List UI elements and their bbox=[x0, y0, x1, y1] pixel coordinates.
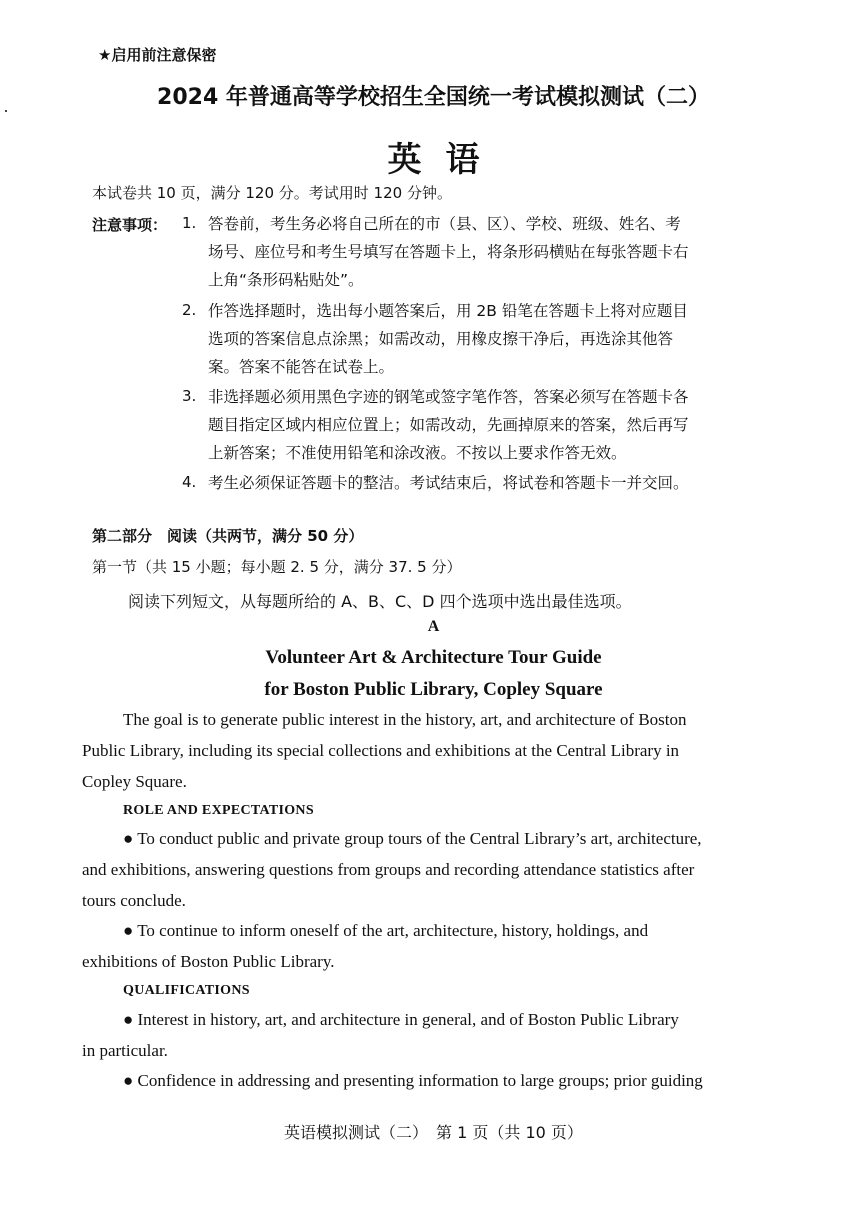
section-title: 第一节（共 15 小题；每小题 2. 5 分，满分 37. 5 分） bbox=[92, 558, 462, 576]
notice-item-number: 1. bbox=[182, 214, 197, 232]
notice-item-line: 上角“条形码粘贴处”。 bbox=[208, 271, 364, 289]
notice-item-line: 题目指定区域内相应位置上；如需改动，先画掉原来的答案，然后再写 bbox=[208, 416, 689, 434]
reading-instruction: 阅读下列短文，从每题所给的 A、B、C、D 四个选项中选出最佳选项。 bbox=[128, 592, 632, 611]
section-heading-qualifications: QUALIFICATIONS bbox=[123, 983, 250, 998]
passage-title-line: Volunteer Art & Architecture Tour Guide bbox=[265, 647, 602, 668]
bullet-item-line: ● To conduct public and private group tours of the Central Library’s art, architecture, bbox=[123, 829, 702, 848]
passage-paragraph-line: Copley Square. bbox=[82, 772, 187, 791]
section-heading-role: ROLE AND EXPECTATIONS bbox=[123, 803, 314, 818]
page-footer: 英语模拟测试（二） 第 1 页（共 10 页） bbox=[284, 1123, 583, 1142]
notice-item-number: 3. bbox=[182, 387, 197, 405]
notice-item-line: 案。答案不能答在试卷上。 bbox=[208, 358, 395, 376]
notice-label: 注意事项： bbox=[92, 216, 168, 234]
bullet-item-line: ● Confidence in addressing and presenting information to large groups; prior guiding bbox=[123, 1071, 703, 1090]
bullet-item-line: ● Interest in history, art, and architecture in general, and of Boston Public Library bbox=[123, 1010, 679, 1029]
notice-item-line: 作答选择题时，选出每小题答案后，用 2B 铅笔在答题卡上将对应题目 bbox=[208, 302, 688, 320]
bullet-item-line: in particular. bbox=[82, 1041, 168, 1060]
bullet-item-line: exhibitions of Boston Public Library. bbox=[82, 952, 335, 971]
subject-title: 英语 bbox=[387, 140, 504, 180]
exam-title: 2024 年普通高等学校招生全国统一考试模拟测试（二） bbox=[157, 85, 710, 110]
notice-item-line: 考生必须保证答题卡的整洁。考试结束后，将试卷和答题卡一并交回。 bbox=[208, 474, 689, 492]
bullet-item-line: and exhibitions, answering questions from groups and recording attendance statistics after bbox=[82, 860, 695, 879]
paper-info: 本试卷共 10 页，满分 120 分。考试用时 120 分钟。 bbox=[92, 184, 452, 202]
passage-paragraph-line: The goal is to generate public interest in the history, art, and architecture of Boston bbox=[123, 710, 687, 729]
passage-title-line: for Boston Public Library, Copley Square bbox=[264, 679, 603, 700]
notice-item-number: 4. bbox=[182, 473, 197, 491]
passage-paragraph-line: Public Library, including its special collections and exhibitions at the Central Library in bbox=[82, 741, 680, 760]
notice-item-line: 选项的答案信息点涂黑；如需改动，用橡皮擦干净后，再选涂其他答 bbox=[208, 330, 674, 348]
passage-letter: A bbox=[427, 618, 440, 635]
notice-item-line: 非选择题必须用黑色字迹的钢笔或签字笔作答，答案必须写在答题卡各 bbox=[208, 388, 689, 406]
part-title: 第二部分 阅读（共两节，满分 50 分） bbox=[92, 527, 364, 545]
notice-item-number: 2. bbox=[182, 301, 197, 319]
bullet-item-line: tours conclude. bbox=[82, 891, 186, 910]
bullet-item-line: ● To continue to inform oneself of the art, architecture, history, holdings, and bbox=[123, 921, 649, 940]
confidential-mark: ★启用前注意保密 bbox=[98, 46, 217, 64]
notice-item-line: 上新答案；不准使用铅笔和涂改液。不按以上要求作答无效。 bbox=[208, 444, 627, 462]
notice-item-line: 答卷前，考生务必将自己所在的市（县、区）、学校、班级、姓名、考 bbox=[208, 215, 681, 233]
notice-item-line: 场号、座位号和考生号填写在答题卡上，将条形码横贴在每张答题卡右 bbox=[208, 243, 689, 261]
